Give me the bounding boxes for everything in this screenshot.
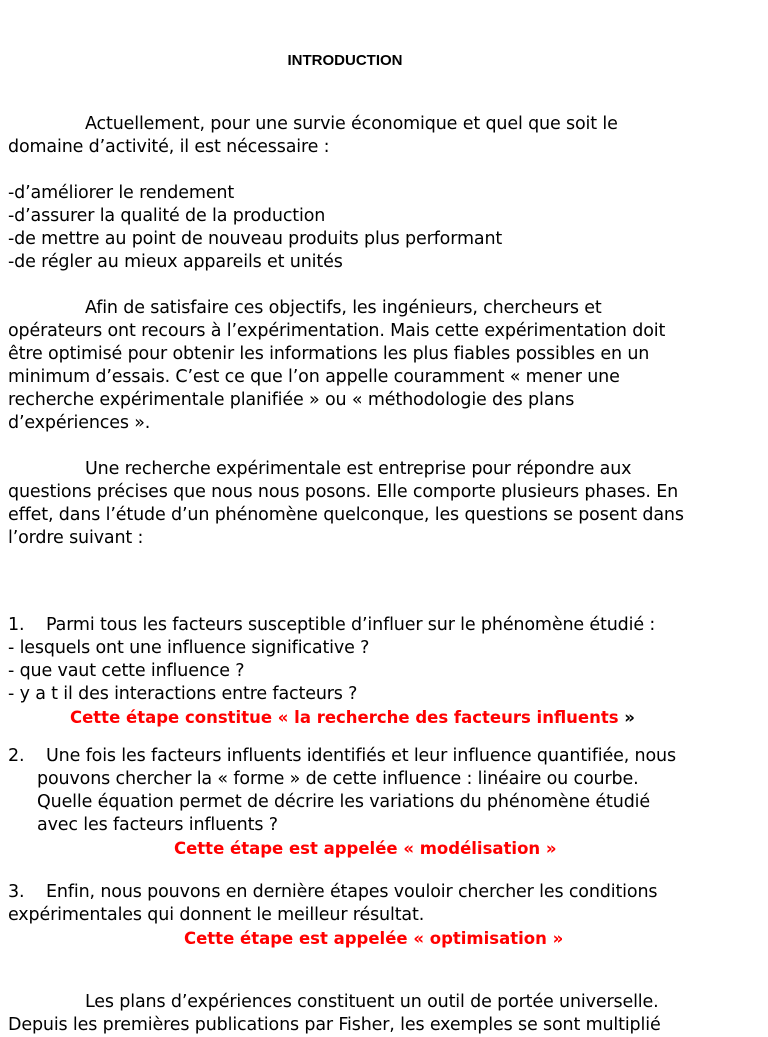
paragraph-3-line: questions précises que nous nous posons. Elle comporte plusieurs phases. En	[8, 482, 679, 502]
step-1-line: - y a t il des interactions entre facteurs ?	[8, 684, 358, 704]
paragraph-2-line: Afin de satisfaire ces objectifs, les ingénieurs, chercheurs et	[85, 298, 602, 318]
step-question: Une fois les facteurs influents identifiés et leur influence quantifiée, nous	[46, 746, 676, 766]
step-2-highlight	[174, 837, 557, 860]
paragraph-2-line: être optimisé pour obtenir les informations les plus fiables possibles en un	[8, 344, 650, 364]
step-2-line: avec les facteurs influents ?	[37, 815, 278, 835]
paragraph-2-line: d’expériences ».	[8, 413, 151, 433]
paragraph-2-line: recherche expérimentale planifiée » ou « méthodologie des plans	[8, 390, 575, 410]
paragraph-3-line: effet, dans l’étude d’un phénomène quelconque, les questions se posent dans	[8, 505, 684, 525]
paragraph-1-line: domaine d’activité, il est nécessaire :	[8, 137, 330, 157]
page-title: INTRODUCTION	[287, 52, 403, 69]
paragraph-4-line: Depuis les premières publications par Fisher, les exemples se sont multiplié	[8, 1015, 661, 1035]
paragraph-2-line: minimum d’essais. C’est ce que l’on appelle couramment « mener une	[8, 367, 620, 387]
list-item: -de mettre au point de nouveau produits plus performant	[8, 229, 503, 249]
highlight-text: Cette étape est appelée « optimisation »	[184, 929, 564, 948]
paragraph-3-line: l’ordre suivant :	[8, 528, 144, 548]
step-1-heading	[8, 614, 655, 637]
list-item: -d’améliorer le rendement	[8, 183, 235, 203]
highlight-text: Cette étape constitue « la recherche des facteurs influents	[70, 708, 619, 727]
step-2-line: Quelle équation permet de décrire les variations du phénomène étudié	[37, 792, 650, 812]
step-1-highlight	[70, 706, 635, 729]
step-number: 1.	[8, 615, 25, 635]
step-number: 2.	[8, 746, 25, 766]
paragraph-2-line: opérateurs ont recours à l’expérimentation. Mais cette expérimentation doit	[8, 321, 666, 341]
highlight-text: Cette étape est appelée « modélisation	[174, 839, 541, 858]
step-question: Parmi tous les facteurs susceptible d’influer sur le phénomène étudié :	[46, 615, 656, 635]
list-item: -d’assurer la qualité de la production	[8, 206, 326, 226]
step-1-line: - lesquels ont une influence significative ?	[8, 638, 370, 658]
step-2-heading	[8, 745, 676, 768]
step-number: 3.	[8, 882, 25, 902]
highlight-tail: »	[540, 839, 557, 858]
step-2-line: pouvons chercher la « forme » de cette influence : linéaire ou courbe.	[37, 769, 639, 789]
paragraph-4-line: Les plans d’expériences constituent un outil de portée universelle.	[85, 992, 659, 1012]
highlight-tail: »	[618, 708, 635, 727]
step-3-highlight	[184, 927, 563, 950]
paragraph-3-line: Une recherche expérimentale est entreprise pour répondre aux	[85, 459, 632, 479]
step-question: Enfin, nous pouvons en dernière étapes vouloir chercher les conditions	[46, 882, 658, 902]
list-item: -de régler au mieux appareils et unités	[8, 252, 343, 272]
step-3-line: expérimentales qui donnent le meilleur résultat.	[8, 905, 425, 925]
step-1-line: - que vaut cette influence ?	[8, 661, 245, 681]
paragraph-1-line: Actuellement, pour une survie économique et quel que soit le	[85, 114, 618, 134]
step-3-heading	[8, 881, 657, 904]
